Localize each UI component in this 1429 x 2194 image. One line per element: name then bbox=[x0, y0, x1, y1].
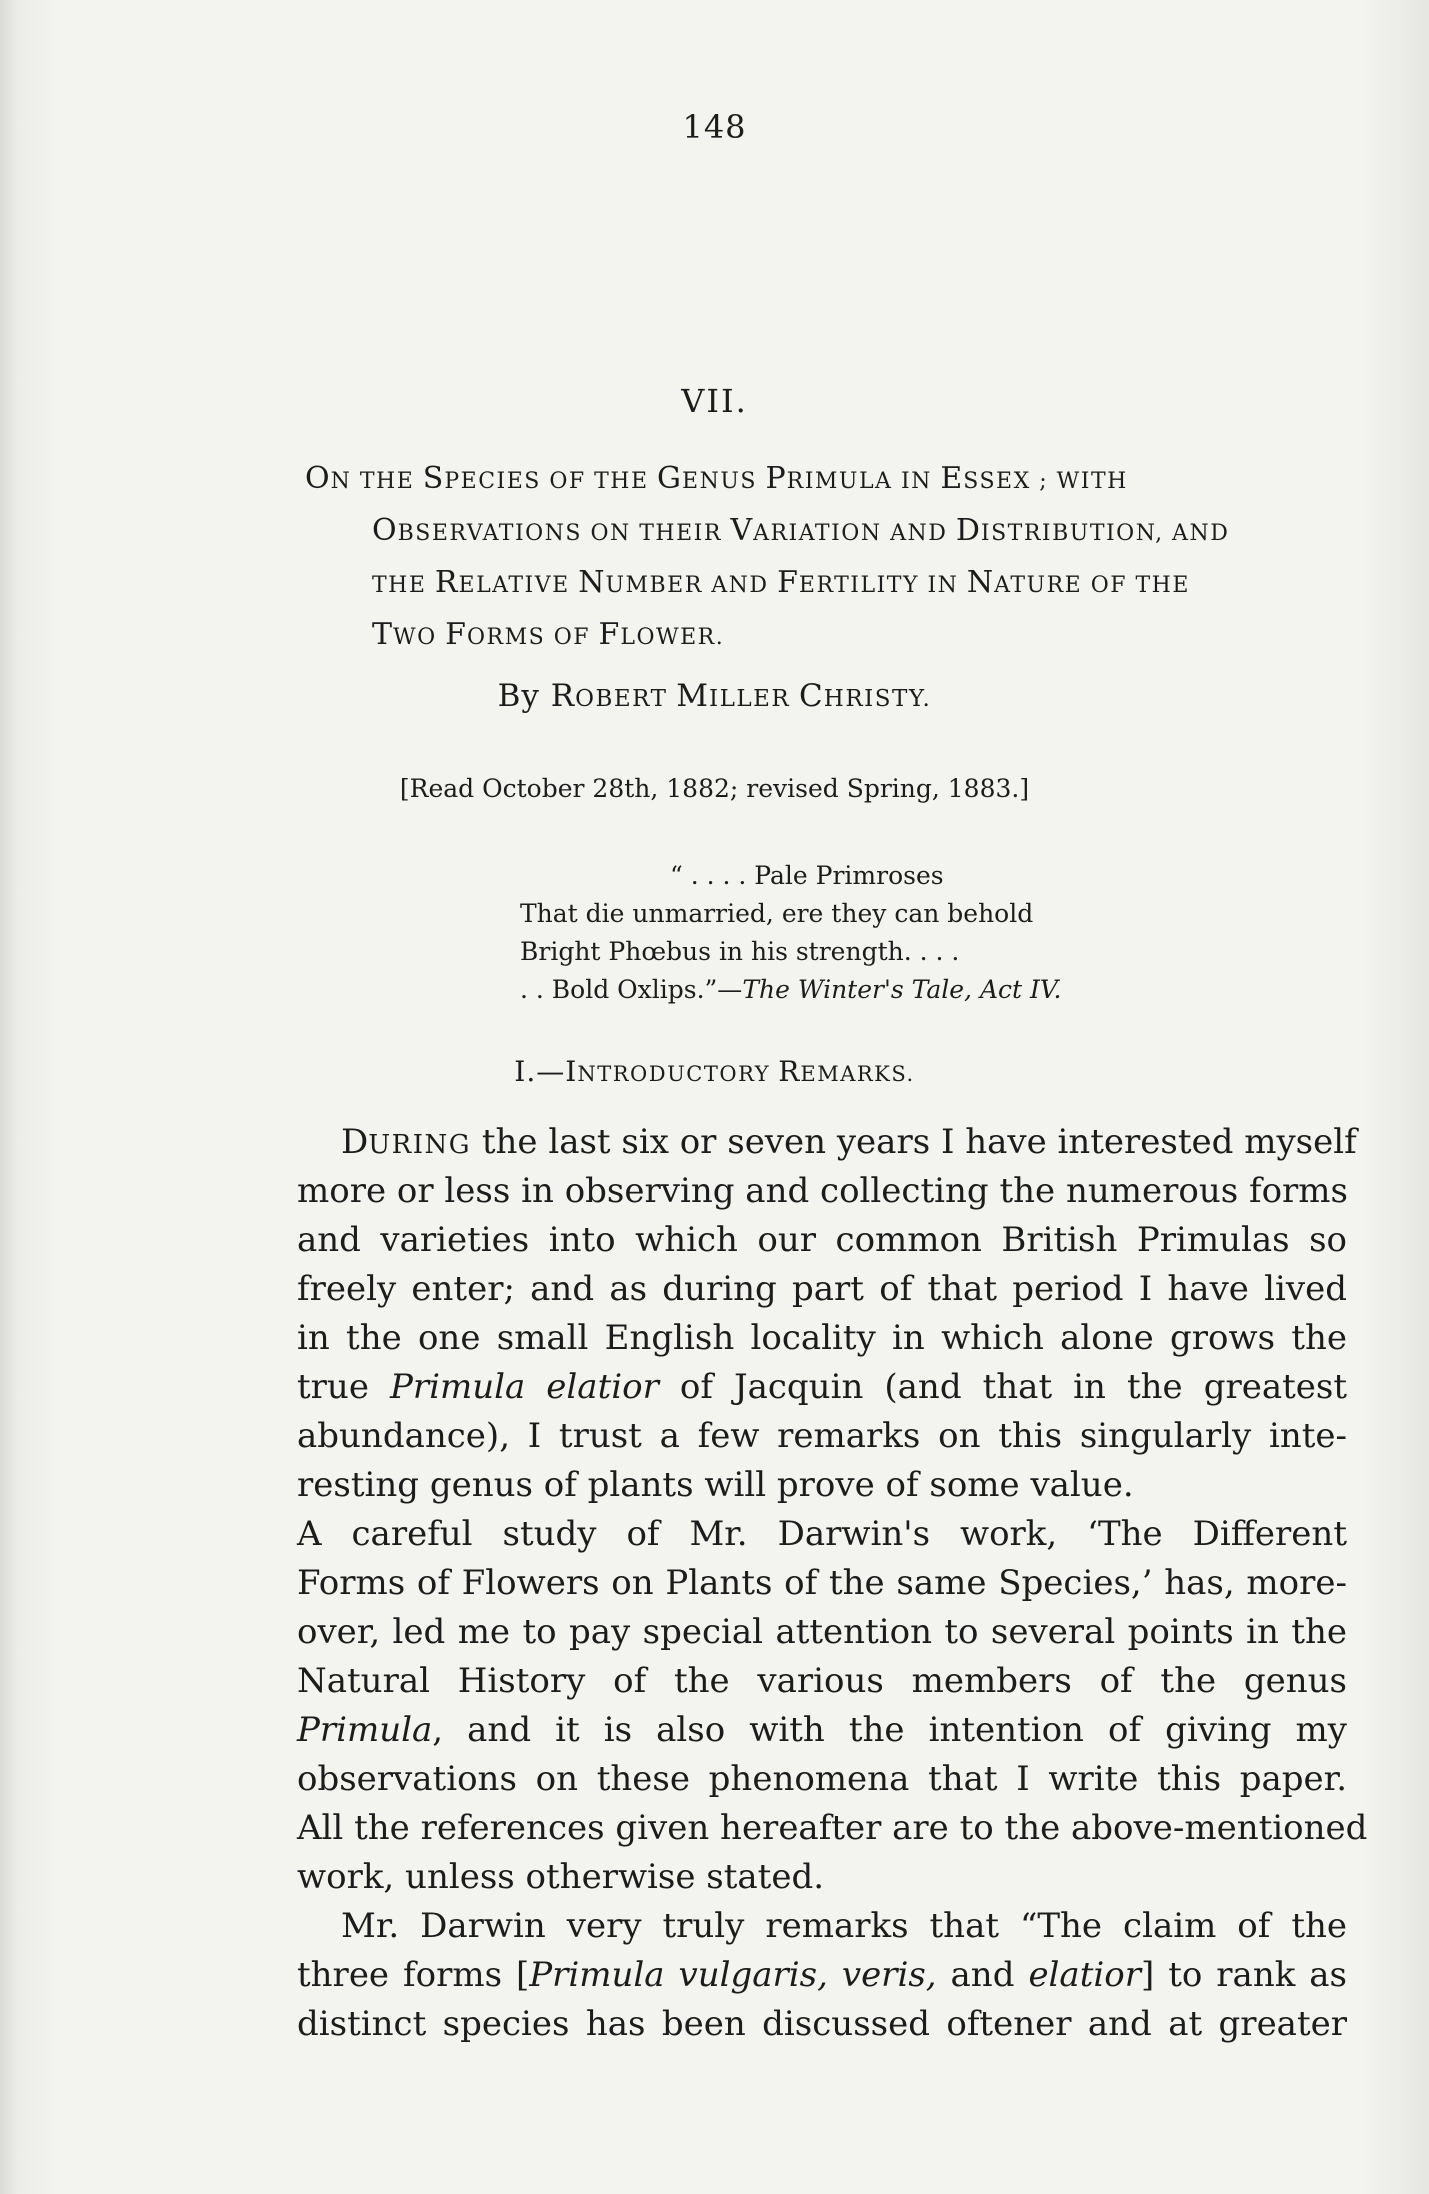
text-line: Primula, and it is also with the intention of giving my bbox=[297, 1710, 1347, 1750]
read-date-note: [Read October 28th, 1882; revised Spring, 1883.] bbox=[399, 774, 1030, 803]
title-line-3: THE RELATIVE NUMBER AND FERTILITY IN NATURE OF THE bbox=[372, 565, 1190, 600]
author-byline: By ROBERT MILLER CHRISTY. bbox=[497, 678, 932, 714]
title-line-4: TWO FORMS OF FLOWER. bbox=[372, 617, 725, 652]
paragraph-2 bbox=[297, 1510, 1368, 1902]
text-line: more or less in observing and collecting the numerous forms bbox=[297, 1171, 1348, 1211]
text-line: three forms [Primula vulgaris, veris, and elatior] to rank as bbox=[297, 1955, 1347, 1995]
text-line: All the references given hereafter are to the above-mentioned bbox=[297, 1808, 1368, 1848]
title-line-1: ON THE SPECIES OF THE GENUS PRIMULA IN ESSEX ; WITH bbox=[305, 461, 1128, 496]
title-line-2: OBSERVATIONS ON THEIR VARIATION AND DISTRIBUTION, AND bbox=[372, 513, 1230, 548]
section-heading: I.—INTRODUCTORY REMARKS. bbox=[514, 1055, 915, 1088]
text-line: work, unless otherwise stated. bbox=[297, 1857, 825, 1897]
chapter-number: VII. bbox=[681, 382, 748, 420]
page-number: 148 bbox=[682, 108, 747, 146]
text-line: Natural History of the various members of the genus bbox=[297, 1661, 1347, 1701]
text-line: true Primula elatior of Jacquin (and that in the greatest bbox=[297, 1367, 1347, 1407]
paragraph-3 bbox=[297, 1902, 1347, 2049]
text-line: in the one small English locality in which alone grows the bbox=[297, 1318, 1347, 1358]
epigraph-line-2: That die unmarried, ere they can behold bbox=[520, 899, 1034, 928]
text-line: abundance), I trust a few remarks on this singularly inte- bbox=[297, 1416, 1347, 1456]
text-line: Mr. Darwin very truly remarks that “The claim of the bbox=[341, 1906, 1347, 1946]
text-line: Forms of Flowers on Plants of the same Species,’ has, more- bbox=[297, 1563, 1347, 1603]
paragraph-1 bbox=[297, 1118, 1357, 1510]
text-line: and varieties into which our common British Primulas so bbox=[297, 1220, 1347, 1260]
text-line: distinct species has been discussed oftener and at greater bbox=[297, 2004, 1347, 2044]
text-line: over, led me to pay special attention to several points in the bbox=[297, 1612, 1347, 1652]
epigraph-line-3: Bright Phœbus in his strength. . . . bbox=[520, 937, 960, 966]
text-line: resting genus of plants will prove of some value. bbox=[297, 1465, 1134, 1505]
epigraph-line-4: . . Bold Oxlips.”—The Winter's Tale, Act IV. bbox=[520, 975, 1062, 1004]
text-line: observations on these phenomena that I write this paper. bbox=[297, 1759, 1347, 1799]
text-line: freely enter; and as during part of that period I have lived bbox=[297, 1269, 1347, 1309]
text-line: A careful study of Mr. Darwin's work, ‘The Different bbox=[297, 1514, 1347, 1554]
text-line: DURING the last six or seven years I have interested myself bbox=[341, 1122, 1357, 1162]
epigraph-line-1: “ . . . . Pale Primroses bbox=[670, 861, 944, 890]
